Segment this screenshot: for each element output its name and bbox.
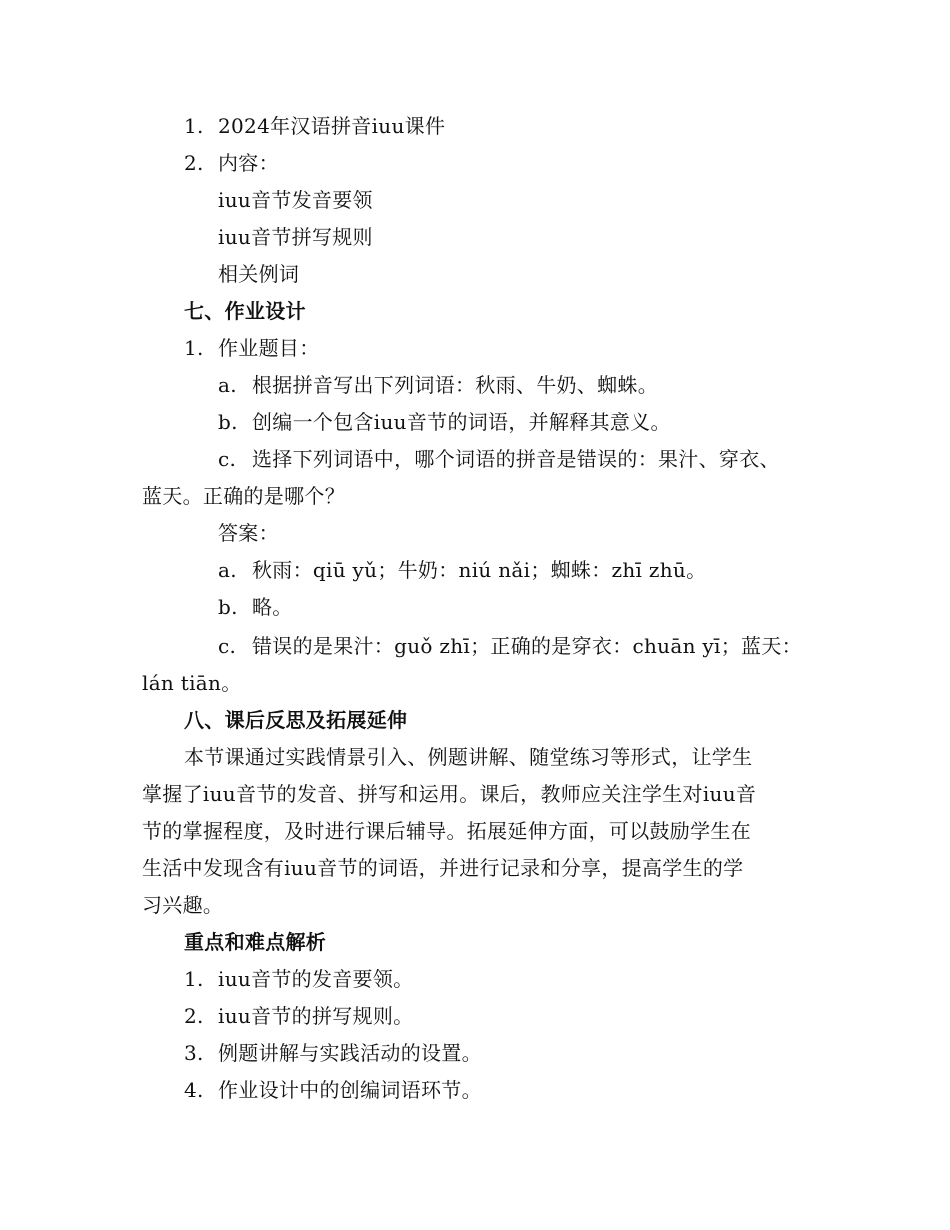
- key-point-item: [184, 1075, 482, 1105]
- list-text: 作业设计中的创编词语环节。: [218, 1078, 482, 1102]
- content-line: iuu音节发音要领: [218, 188, 373, 212]
- paragraph-line: 习兴趣。: [142, 893, 224, 917]
- list-text: iuu音节的发音要领。: [218, 967, 414, 991]
- outline-item-1: [184, 111, 445, 141]
- list-text: 2024年汉语拼音iuu课件: [218, 114, 446, 138]
- list-number: 2.: [184, 1004, 204, 1028]
- answer-a: [218, 555, 706, 585]
- list-text: 例题讲解与实践活动的设置。: [218, 1041, 482, 1065]
- answer-c: [218, 631, 802, 661]
- question-c-continued: 蓝天。正确的是哪个？: [142, 484, 345, 508]
- question-text: 选择下列词语中，哪个词语的拼音是错误的：果汁、穿衣、: [252, 447, 780, 471]
- answer-text: 错误的是果汁：guǒ zhī；正确的是穿衣：chuān yī；蓝天：: [252, 634, 802, 658]
- list-number: 4.: [184, 1078, 204, 1102]
- list-number: 1.: [184, 967, 204, 991]
- answer-label: 答案：: [218, 521, 279, 545]
- answer-item-label: a.: [218, 558, 237, 582]
- list-text: iuu音节的拼写规则。: [218, 1004, 414, 1028]
- homework-item-1: [184, 333, 320, 363]
- answer-text: 略。: [252, 595, 293, 619]
- question-label: a.: [218, 373, 237, 397]
- section-heading-key-points: 重点和难点解析: [184, 930, 327, 954]
- question-label: b.: [218, 410, 238, 434]
- list-number: 3.: [184, 1041, 204, 1065]
- section-heading-reflection: 八、课后反思及拓展延伸: [184, 708, 408, 732]
- question-text: 创编一个包含iuu音节的词语，并解释其意义。: [252, 410, 671, 434]
- question-label: c.: [218, 447, 237, 471]
- list-number: 1.: [184, 336, 204, 360]
- list-text: 内容：: [218, 151, 279, 175]
- question-c: [218, 444, 780, 474]
- outline-item-2: [184, 148, 279, 178]
- content-line: 相关例词: [218, 262, 300, 286]
- question-a: [218, 370, 658, 400]
- paragraph-line: 节的掌握程度，及时进行课后辅导。拓展延伸方面，可以鼓励学生在: [142, 819, 751, 843]
- list-text: 作业题目：: [218, 336, 320, 360]
- list-number: 1.: [184, 114, 204, 138]
- answer-b: [218, 592, 293, 622]
- answer-item-label: c.: [218, 634, 237, 658]
- answer-c-continued: lán tiān。: [142, 671, 242, 695]
- answer-text: 秋雨：qiū yǔ；牛奶：niú nǎi；蜘蛛：zhī zhū。: [252, 558, 707, 582]
- section-heading-homework: 七、作业设计: [184, 299, 306, 323]
- list-number: 2.: [184, 151, 204, 175]
- paragraph-line: 掌握了iuu音节的发音、拼写和运用。课后，教师应关注学生对iuu音: [142, 782, 757, 806]
- question-text: 根据拼音写出下列词语：秋雨、牛奶、蜘蛛。: [252, 373, 658, 397]
- question-b: [218, 407, 671, 437]
- key-point-item: [184, 1001, 413, 1031]
- content-line: iuu音节拼写规则: [218, 225, 373, 249]
- key-point-item: [184, 964, 413, 994]
- paragraph-line: 本节课通过实践情景引入、例题讲解、随堂练习等形式，让学生: [184, 745, 753, 769]
- answer-item-label: b.: [218, 595, 238, 619]
- key-point-item: [184, 1038, 482, 1068]
- paragraph-line: 生活中发现含有iuu音节的词语，并进行记录和分享，提高学生的学: [142, 856, 744, 880]
